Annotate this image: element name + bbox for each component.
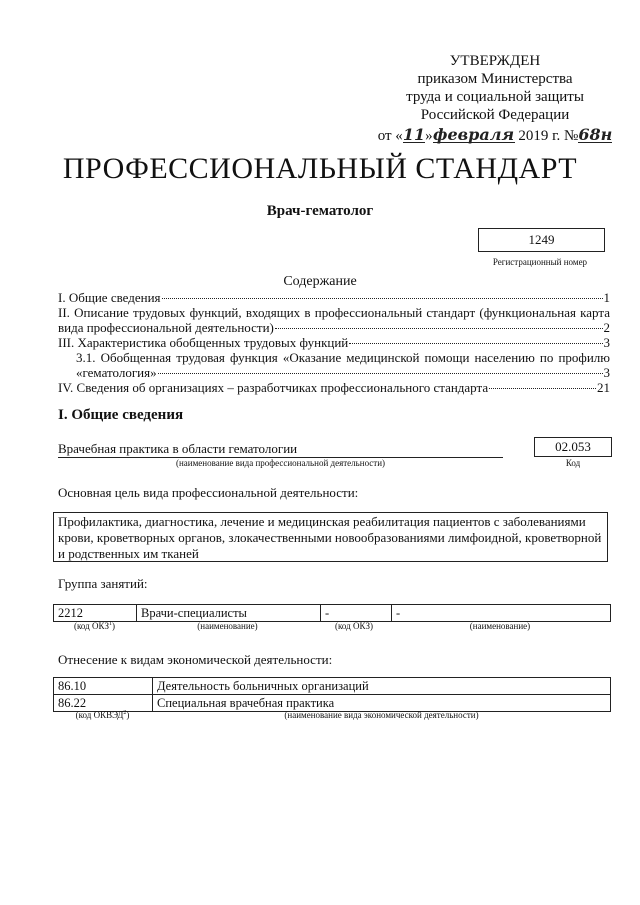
activity-kind-caption: (наименование вида профессиональной деятельности) [175, 458, 386, 468]
okz-code-caption [53, 621, 136, 631]
toc-item-text: III. Характеристика обобщенных трудовых функций [58, 335, 349, 350]
economic-activity-label: Отнесение к видам экономической деятельности: [58, 652, 333, 667]
okved-code-caption [53, 710, 152, 720]
caption-text: (код ОКЗ [74, 621, 109, 631]
occupation-group-label: Группа занятий: [58, 576, 148, 591]
toc-item-text: IV. Сведения об организациях – разработчиках профессионального стандарта [58, 380, 489, 395]
approval-line-3: труда и социальной защиты [406, 89, 584, 105]
caption-text: ) [112, 621, 115, 631]
table-row [54, 605, 611, 622]
table-row [54, 678, 611, 695]
okved-code-cell: 86.22 [54, 695, 153, 712]
toc-item-page: 3 [603, 365, 610, 380]
order-number: 68н [578, 125, 613, 144]
toc-leader [162, 298, 603, 299]
toc-item-page: 1 [603, 290, 610, 305]
section-heading: I. Общие сведения [58, 407, 184, 423]
toc-item-2[interactable] [58, 305, 610, 335]
toc-item-text: «гематология» [76, 365, 157, 380]
toc-item-3[interactable] [58, 335, 610, 350]
toc-item-page: 3 [603, 335, 610, 350]
registration-number-box: 1249 [478, 228, 605, 252]
toc-heading: Содержание [283, 274, 357, 289]
goal-label: Основная цель вида профессиональной деятельности: [58, 485, 359, 500]
date-month: февраля [433, 125, 515, 144]
footnote-mark: 2 [123, 710, 127, 716]
toc-item-1[interactable] [58, 290, 610, 305]
toc-leader [489, 388, 596, 389]
toc-leader [349, 343, 602, 344]
okz-code-caption-2: (код ОКЗ) [335, 621, 373, 631]
occupation-name-cell-2: - [392, 605, 611, 622]
occupation-name-caption-2: (наименование) [469, 621, 531, 631]
date-prefix: от « [377, 128, 403, 144]
okved-code-cell: 86.10 [54, 678, 153, 695]
activity-kind: Врачебная практика в области гематологии [58, 441, 503, 458]
toc-item-text: вида профессиональной деятельности) [58, 320, 274, 335]
approval-line-2: приказом Министерства [417, 71, 573, 87]
economic-activity-name-caption: (наименование вида экономической деятельности) [284, 710, 479, 720]
caption-text: (код ОКВЭД [75, 710, 124, 720]
toc-item-page: 21 [597, 380, 610, 395]
page-subtitle: Врач-гематолог [266, 203, 374, 219]
toc-item-text-line1: II. Описание трудовых функций, входящих в профессиональный стандарт (функциональная карта [58, 305, 610, 320]
toc-item-4[interactable] [58, 380, 610, 395]
page-title: ПРОФЕССИОНАЛЬНЫЙ СТАНДАРТ [62, 152, 578, 185]
occupation-group-table [53, 604, 611, 622]
goal-box: Профилактика, диагностика, лечение и медицинская реабилитация пациентов с заболеваниями крови, кроветворных органов, злокачественными новообразованиями лимфоидной, кроветворной и родственных им тканей [53, 512, 608, 562]
occupation-name-cell: Врачи-специалисты [137, 605, 321, 622]
date-mid: » [425, 128, 433, 144]
occupation-name-caption: (наименование) [197, 621, 258, 631]
okz-code-cell: 2212 [54, 605, 137, 622]
economic-activity-table [53, 677, 611, 712]
activity-code-caption: Код [565, 458, 581, 468]
date-day: 11 [402, 125, 426, 144]
toc-item-text-line1: 3.1. Обобщенная трудовая функция «Оказание медицинской помощи населению по профилю [76, 350, 610, 365]
caption-text: ) [126, 710, 130, 720]
toc-leader [158, 373, 603, 374]
economic-activity-name-cell: Специальная врачебная практика [153, 695, 611, 712]
economic-activity-name-cell: Деятельность больничных организаций [153, 678, 611, 695]
activity-code-box: 02.053 [534, 437, 612, 457]
okz-code-cell-2: - [321, 605, 392, 622]
footnote-mark: 1 [109, 621, 112, 627]
toc-item-text: I. Общие сведения [58, 290, 161, 305]
registration-number-label: Регистрационный номер [492, 257, 588, 267]
date-year: 2019 г. № [518, 128, 579, 144]
toc-item-page: 2 [603, 320, 610, 335]
approval-line-1: УТВЕРЖДЕН [449, 53, 541, 69]
approval-line-4: Российской Федерации [420, 107, 570, 123]
toc-item-3-1[interactable] [76, 350, 610, 380]
toc-leader [275, 328, 603, 329]
table-row [54, 695, 611, 712]
approval-block [360, 52, 630, 145]
approval-date-line [360, 127, 630, 145]
